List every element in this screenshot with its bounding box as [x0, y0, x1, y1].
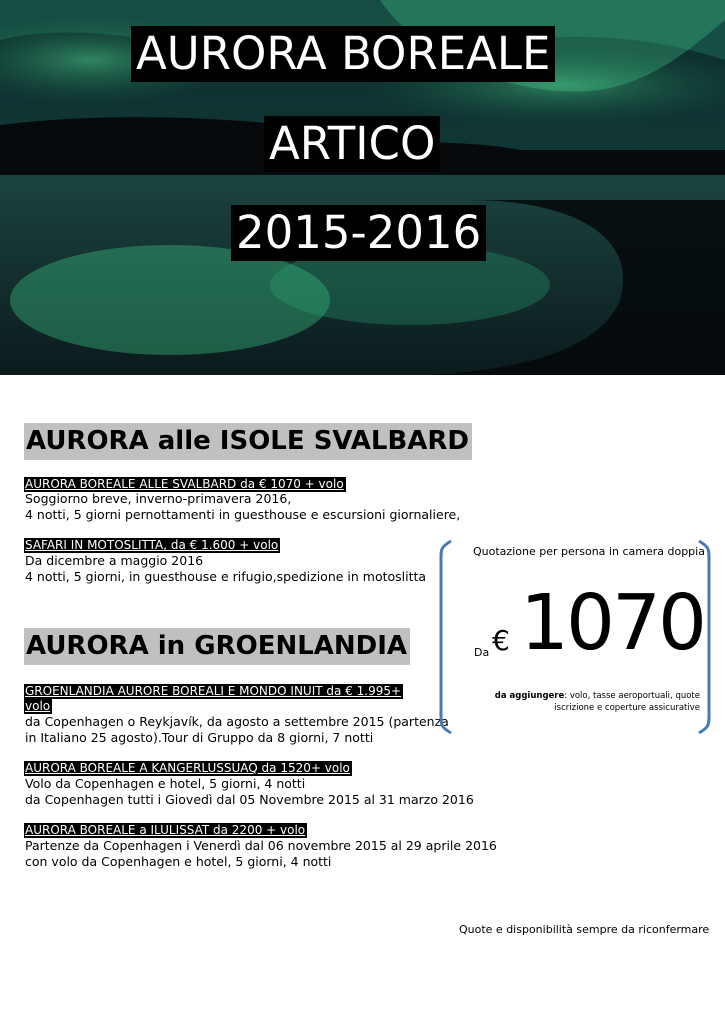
- groenlandia-heading: AURORA in GROENLANDIA: [24, 628, 410, 665]
- price-note-rest: : volo, tasse aeroportuali, quote iscrizione e coperture assicurative: [554, 691, 700, 713]
- groenlandia-offer-3-title: AURORA BOREALE a ILULISSAT da 2200 + volo: [25, 823, 306, 837]
- aurora-hero-image: [0, 0, 725, 375]
- svalbard-offer-2-line-2: 4 notti, 5 giorni, in guesthouse e rifugio,spedizione in motoslitta: [25, 569, 427, 584]
- groenlandia-offer-1-title-cont: volo: [25, 699, 51, 713]
- price-note: [470, 690, 700, 714]
- groenlandia-offer-2-line-1: Volo da Copenhagen e hotel, 5 giorni, 4 notti: [25, 776, 306, 791]
- footer-note: Quote e disponibilità sempre da riconfermare: [459, 923, 710, 936]
- price-note-bold: da aggiungere: [494, 691, 565, 701]
- svalbard-offer-1-line-1: Soggiorno breve, inverno-primavera 2016,: [25, 491, 292, 506]
- hero-title-line3: 2015-2016: [231, 205, 486, 261]
- groenlandia-offer-3-line-1: Partenze da Copenhagen i Venerdì dal 06 novembre 2015 al 29 aprile 2016: [25, 838, 497, 853]
- price-amount: 1070: [520, 579, 704, 668]
- groenlandia-offer-2-title: AURORA BOREALE A KANGERLUSSUAQ da 1520+ volo: [25, 761, 350, 775]
- svalbard-heading: AURORA alle ISOLE SVALBARD: [24, 423, 472, 460]
- hero-title-line1: AURORA BOREALE: [131, 26, 555, 82]
- groenlandia-offer-1-line-1: da Copenhagen o Reykjavík, da agosto a settembre 2015 (partenza: [25, 714, 449, 729]
- svalbard-offer-2-line-1: Da dicembre a maggio 2016: [25, 553, 204, 568]
- price-prefix: Da: [474, 646, 490, 659]
- price-currency-symbol: €: [492, 624, 510, 657]
- groenlandia-offer-1-title: GROENLANDIA AURORE BOREALI E MONDO INUIT da € 1.995+: [25, 684, 402, 698]
- groenlandia-offer-1-line-2: in Italiano 25 agosto).Tour di Gruppo da 8 giorni, 7 notti: [25, 730, 374, 745]
- groenlandia-offer-3-line-2: con volo da Copenhagen e hotel, 5 giorni, 4 notti: [25, 854, 332, 869]
- groenlandia-offer-2-line-2: da Copenhagen tutti i Giovedì dal 05 Novembre 2015 al 31 marzo 2016: [25, 792, 474, 807]
- price-caption: Quotazione per persona in camera doppia: [473, 545, 705, 558]
- price-box-left-bracket: [441, 541, 451, 733]
- svalbard-offer-2-title: SAFARI IN MOTOSLITTA, da € 1.600 + volo: [25, 538, 279, 552]
- svalbard-offer-1-title: AURORA BOREALE ALLE SVALBARD da € 1070 + volo: [25, 477, 344, 491]
- svalbard-offer-1-line-2: 4 notti, 5 giorni pernottamenti in guesthouse e escursioni giornaliere,: [25, 507, 461, 522]
- hero-title-line2: ARTICO: [264, 116, 440, 172]
